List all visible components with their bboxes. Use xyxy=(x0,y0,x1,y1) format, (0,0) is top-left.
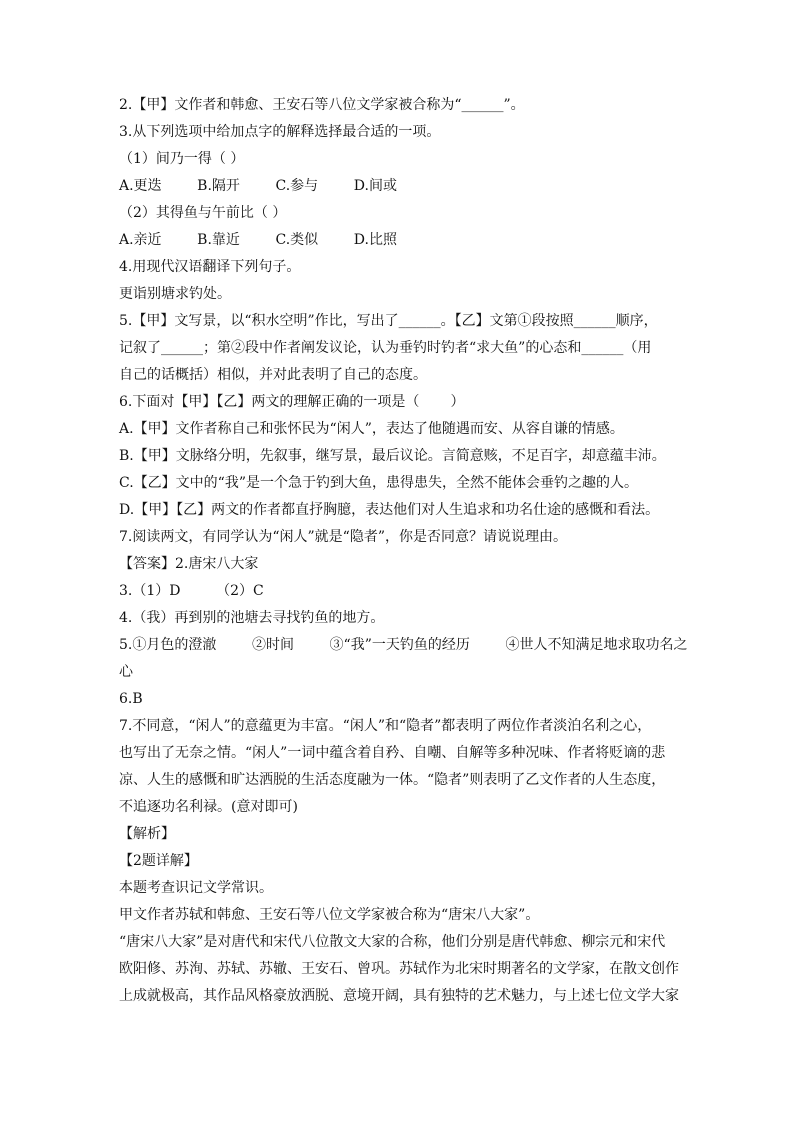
question-6-option-d: D.【甲】【乙】两文的作者都直抒胸臆，表达他们对人生追求和功名仕途的感慨和看法。 xyxy=(119,502,660,518)
question-6-option-c: C.【乙】文中的“我”是一个急于钓到大鱼，患得患失，全然不能体会垂钓之趣的人。 xyxy=(119,475,638,491)
document-page xyxy=(119,92,688,1010)
analysis-heading: 【解析】 xyxy=(119,826,175,842)
question-5-line-3: 自己的话概括）相似，并对此表明了自己的态度。 xyxy=(119,367,427,383)
analysis-q2-line-1: 本题考查识记文学常识。 xyxy=(119,880,273,896)
analysis-q2-line-2: 甲文作者苏轼和韩愈、王安石等八位文学家被合称为“唐宋八大家”。 xyxy=(119,907,540,923)
analysis-q2-line-5: 上成就极高，其作品风格豪放洒脱、意境开阔，具有独特的艺术魅力，与上述七位文学大家 xyxy=(119,988,679,1004)
analysis-q2-line-4: 欧阳修、苏洵、苏轼、苏辙、王安石、曾巩。苏轼作为北宋时期著名的文学家，在散文创作 xyxy=(119,961,679,977)
answer-heading: 【答案】2.唐宋八大家 xyxy=(119,556,259,572)
question-3-sub-1-options: A.更迭 B.隔开 C.参与 D.间或 xyxy=(119,178,397,194)
answer-7-line-1: 7.不同意，“闲人”的意蕴更为丰富。“闲人”和“隐者”都表明了两位作者淡泊名利之心， xyxy=(119,718,652,734)
question-4-sentence: 更诣别塘求钓处。 xyxy=(119,286,231,302)
question-6-option-a: A.【甲】文作者称自己和张怀民为“闲人”，表达了他随遇而安、从容自谦的情感。 xyxy=(119,421,624,437)
answer-3: 3.（1）D （2）C xyxy=(119,583,264,599)
answer-6: 6.B xyxy=(119,691,143,707)
question-7: 7.阅读两文，有同学认为“闲人”就是“隐者”，你是否同意？请说说理由。 xyxy=(119,529,567,545)
question-3-sub-2-options: A.亲近 B.靠近 C.类似 D.比照 xyxy=(119,232,397,248)
question-6-option-b: B.【甲】文脉络分明，先叙事，继写景，最后议论。言简意赅，不足百字，却意蕴丰沛。 xyxy=(119,448,666,464)
question-5-line-1: 5.【甲】文写景，以“积水空明”作比，写出了______。【乙】文第①段按照______顺序， xyxy=(119,313,658,329)
question-5-line-2: 记叙了______；第②段中作者阐发议论，认为垂钓时钓者“求大鱼”的心态和______（用 xyxy=(119,340,652,356)
analysis-q2-line-3: “唐宋八大家”是对唐代和宋代八位散文大家的合称，他们分别是唐代韩愈、柳宗元和宋代 xyxy=(119,934,666,950)
answer-7-line-2: 也写出了无奈之情。“闲人”一词中蕴含着自矜、自嘲、自解等多种况味、作者将贬谪的悲 xyxy=(119,745,666,761)
answer-4: 4.（我）再到别的池塘去寻找钓鱼的地方。 xyxy=(119,610,385,626)
question-3: 3.从下列选项中给加点字的解释选择最合适的一项。 xyxy=(119,124,441,140)
question-3-sub-2: （2）其得鱼与午前比（ ） xyxy=(119,205,287,221)
question-2: 2.【甲】文作者和韩愈、王安石等八位文学家被合称为“______”。 xyxy=(119,97,525,113)
answer-5-line-1: 5.①月色的澄澈 ②时间 ③“我”一天钓鱼的经历 ④世人不知满足地求取功名之 xyxy=(119,637,688,653)
answer-5-line-2: 心 xyxy=(119,664,133,680)
question-3-sub-1: （1）间乃一得（ ） xyxy=(119,151,245,167)
answer-7-line-4: 不追逐功名利禄。(意对即可) xyxy=(119,799,298,815)
analysis-q2-heading: 【2题详解】 xyxy=(119,853,198,869)
question-6: 6.下面对【甲】【乙】两文的理解正确的一项是（ ） xyxy=(119,394,465,410)
answer-7-line-3: 凉、人生的感慨和旷达洒脱的生活态度融为一体。“隐者”则表明了乙文作者的人生态度， xyxy=(119,772,666,788)
question-4: 4.用现代汉语翻译下列句子。 xyxy=(119,259,301,275)
